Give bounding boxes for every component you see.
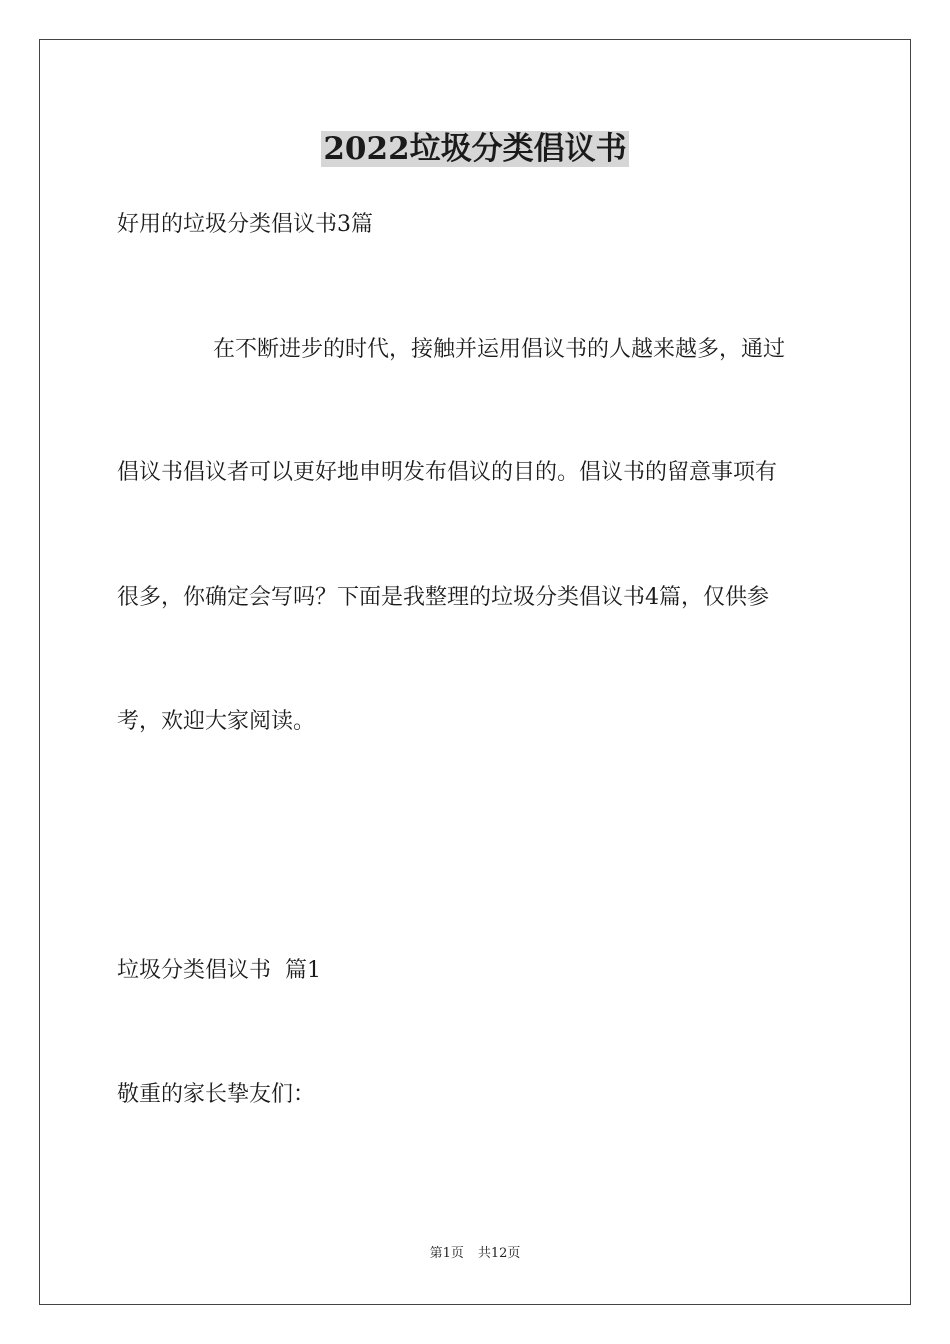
document-title [0, 128, 950, 170]
intro-line-2: 倡议书倡议者可以更好地申明发布倡议的目的。倡议书的留意事项有 [117, 460, 778, 485]
document-subtitle: 好用的垃圾分类倡议书3篇 [117, 212, 373, 237]
page-number: 第1页 [429, 1246, 464, 1261]
salutation: 敬重的家长挚友们： [117, 1082, 316, 1107]
document-title-text: 2022垃圾分类倡议书 [323, 131, 627, 167]
page-footer [0, 1245, 950, 1263]
intro-line-1: 在不断进步的时代，接触并运用倡议书的人越来越多，通过 [213, 337, 786, 362]
section-heading: 垃圾分类倡议书 篇1 [117, 958, 321, 983]
intro-line-4: 考，欢迎大家阅读。 [117, 709, 316, 734]
intro-line-3: 很多，你确定会写吗？下面是我整理的垃圾分类倡议书4篇，仅供参 [117, 585, 769, 610]
page-total: 共12页 [477, 1246, 521, 1261]
